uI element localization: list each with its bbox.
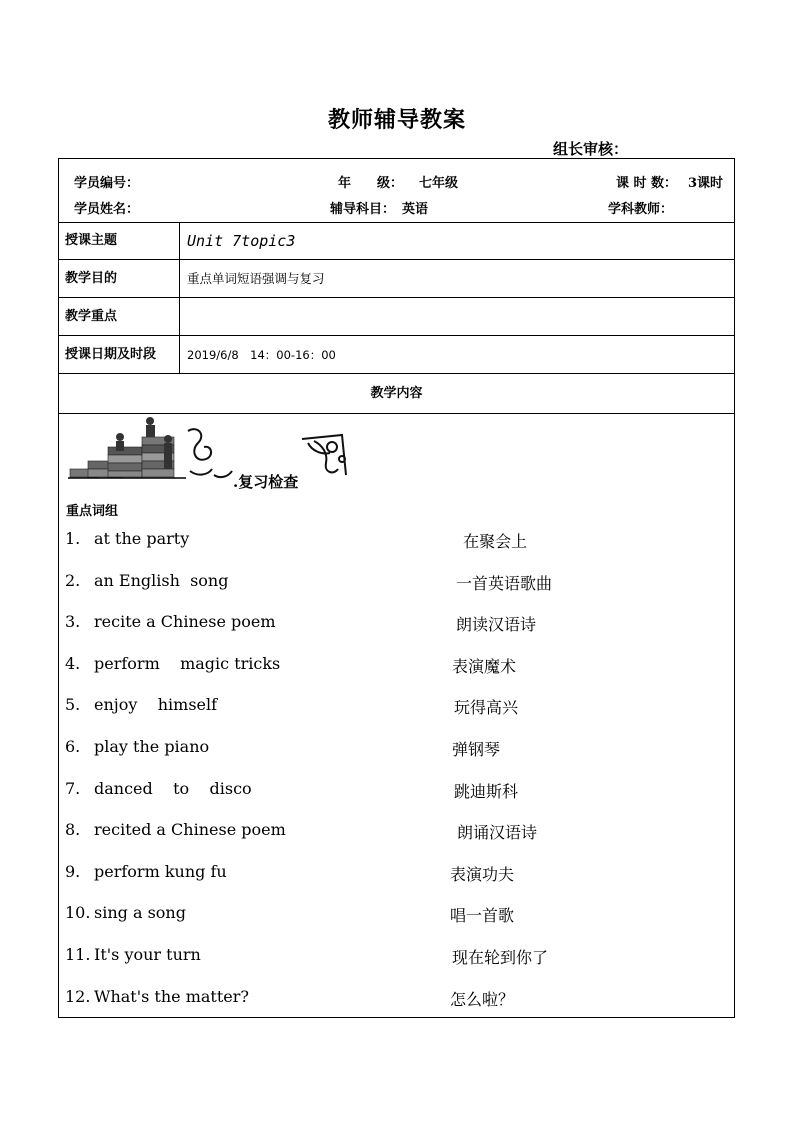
teacher-label: 学科教师： <box>608 202 674 217</box>
objective-label: 教学目的 <box>59 260 180 297</box>
phrase-item <box>65 571 725 595</box>
subject-value: 英语 <box>402 202 429 217</box>
phrase-number: 8. <box>65 820 81 840</box>
phrase-item <box>65 945 725 969</box>
phrase-number: 4. <box>65 653 81 673</box>
phrase-item <box>65 779 725 803</box>
phrase-english: perform magic tricks <box>94 653 281 673</box>
phrase-number: 2. <box>65 570 81 590</box>
phrase-item <box>65 695 725 719</box>
phrase-chinese: 在聚会上 <box>458 532 528 551</box>
topic-value: Unit 7topic3 <box>187 232 296 250</box>
student-id-label: 学员编号： <box>74 176 140 191</box>
phrase-number: 6. <box>65 737 81 756</box>
reviewer-label: 组长审核： <box>553 140 629 158</box>
phrase-english: at the party <box>94 529 190 548</box>
phrase-number: 9. <box>65 861 81 881</box>
phrase-english: play the piano <box>94 737 210 756</box>
topic-label: 授课主题 <box>59 222 180 259</box>
phrase-chinese: 跳迪斯科 <box>454 781 519 801</box>
phrase-english: enjoy himself <box>94 695 218 715</box>
phrase-chinese: 一首英语歌曲 <box>456 573 553 593</box>
content-heading: 教学内容 <box>59 375 734 414</box>
phrase-number: 5. <box>65 695 81 715</box>
phrase-chinese: 表演功夫 <box>450 864 515 884</box>
hours-value: 3课时 <box>688 176 724 191</box>
phrase-english: What's the matter? <box>94 986 249 1006</box>
phrase-item <box>65 903 725 927</box>
phrase-item <box>65 820 725 844</box>
phrase-chinese: 怎么啦？ <box>450 989 515 1009</box>
phrase-number: 7. <box>65 778 81 798</box>
phrase-chinese: 唱一首歌 <box>450 906 515 926</box>
phrase-chinese: 弹钢琴 <box>452 740 501 759</box>
row-topic <box>59 222 734 260</box>
review-check-heading: .复习检查 <box>233 473 299 491</box>
phrase-chinese: 现在轮到你了 <box>452 948 549 967</box>
phrase-number: 12. <box>65 986 91 1006</box>
grade-value: 七年级 <box>419 176 459 191</box>
row-focus <box>59 298 734 336</box>
phrase-item <box>65 737 725 761</box>
phrase-english: recite a Chinese poem <box>94 612 276 632</box>
phrase-chinese: 表演魔术 <box>452 656 517 676</box>
phrase-english: recited a Chinese poem <box>94 820 286 840</box>
phrase-chinese: 玩得高兴 <box>454 698 519 718</box>
date-value: 2019/6/8 14：00-16：00 <box>187 348 336 362</box>
stacked-books-banner-icon <box>64 417 354 493</box>
lesson-plan-table <box>58 158 735 1018</box>
phrase-item <box>65 654 725 678</box>
phrase-number: 11. <box>65 945 91 964</box>
phrase-chinese: 朗诵汉语诗 <box>457 823 538 843</box>
phrase-chinese: 朗读汉语诗 <box>456 615 537 635</box>
hours-label: 课 时 数： <box>616 176 678 191</box>
phrase-item <box>65 612 725 636</box>
phrase-number: 3. <box>65 612 81 632</box>
student-name-label: 学员姓名： <box>74 202 140 217</box>
objective-value: 重点单词短语强调与复习 <box>187 271 325 286</box>
phrase-english: perform kung fu <box>94 861 227 881</box>
row-objective <box>59 260 734 298</box>
key-phrases-label: 重点词组 <box>66 504 119 519</box>
phrase-english: danced to disco <box>94 778 252 798</box>
header-info <box>59 159 734 223</box>
document-title: 教师辅导教案 <box>327 107 466 133</box>
grade-label: 年 级： <box>338 176 404 191</box>
phrase-number: 1. <box>65 529 81 548</box>
phrase-item <box>65 862 725 886</box>
phrase-english: It's your turn <box>94 945 201 964</box>
phrase-item <box>65 987 725 1011</box>
row-date <box>59 336 734 374</box>
date-label: 授课日期及时段 <box>59 336 180 373</box>
phrase-number: 10. <box>65 903 91 923</box>
phrase-english: sing a song <box>94 903 186 923</box>
phrase-item <box>65 529 725 553</box>
focus-label: 教学重点 <box>59 298 180 335</box>
subject-label: 辅导科目： <box>330 202 396 217</box>
phrase-english: an English song <box>94 570 229 590</box>
